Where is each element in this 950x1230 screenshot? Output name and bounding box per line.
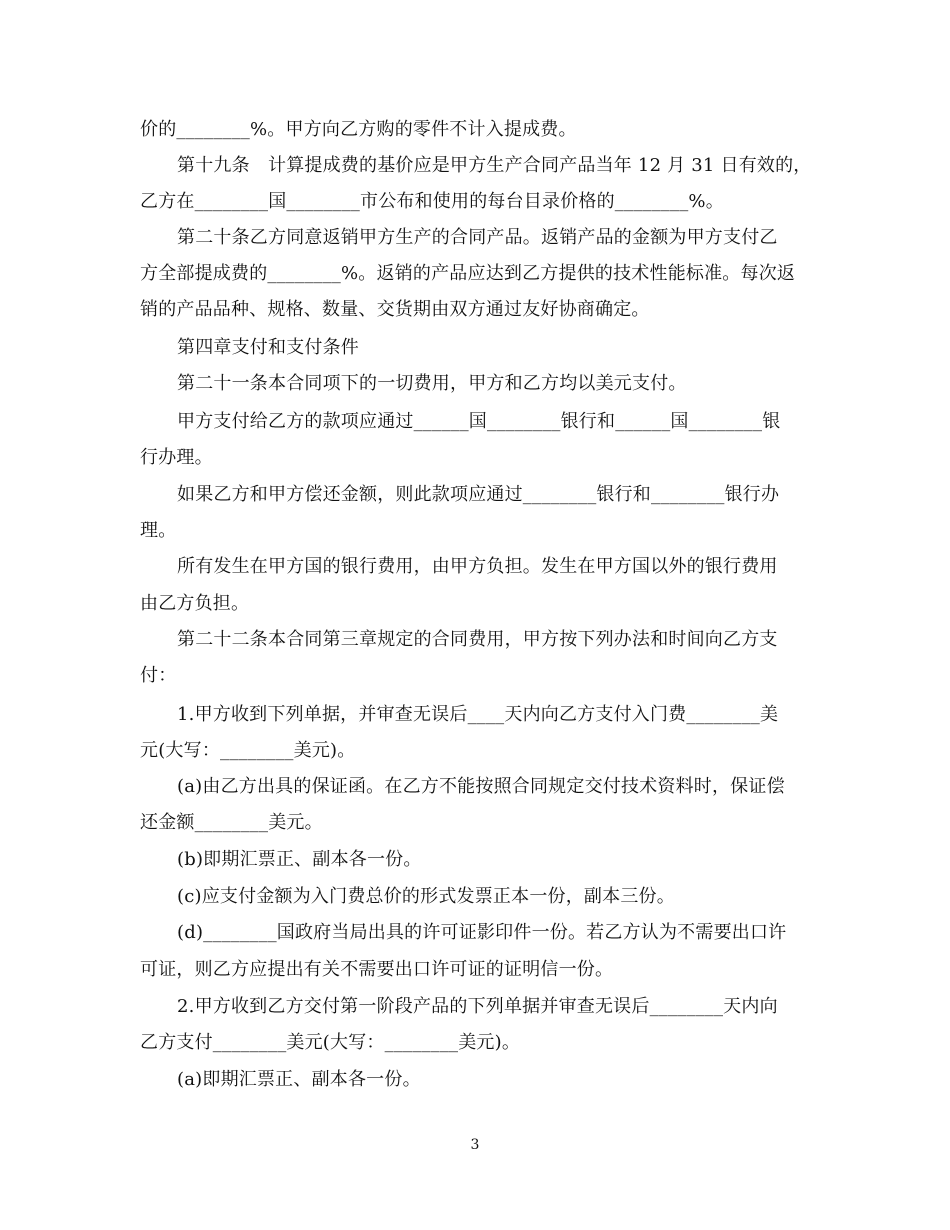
text-line: (a)即期汇票正、副本各一份。	[177, 1069, 421, 1090]
text-line: (c)应支付金额为入门费总价的形式发票正本一份，副本三份。	[177, 886, 675, 907]
text-line: (d)________国政府当局出具的许可证影印件一份。若乙方认为不需要出口许	[177, 922, 787, 943]
text-line: 可证，则乙方应提出有关不需要出口许可证的证明信一份。	[140, 959, 614, 980]
chapter-heading: 第四章支付和支付条件	[177, 337, 359, 358]
text-line: 2.甲方收到乙方交付第一阶段产品的下列单据并审查无误后________天内向	[177, 996, 778, 1017]
text-line: 甲方支付给乙方的款项应通过______国________银行和______国________银	[177, 411, 781, 432]
text-line: 行办理。	[140, 447, 213, 468]
text-line: 第二十二条本合同第三章规定的合同费用，甲方按下列办法和时间向乙方支	[177, 629, 778, 650]
text-line: 由乙方负担。	[140, 593, 250, 614]
text-line: 如果乙方和甲方偿还金额，则此款项应通过________银行和________银行办	[177, 484, 780, 505]
text-line: 1.甲方收到下列单据，并审查无误后____天内向乙方支付入门费________美	[177, 704, 779, 725]
text-line: (b)即期汇票正、副本各一份。	[177, 849, 422, 870]
text-line: 第二十条乙方同意返销甲方生产的合同产品。返销产品的金额为甲方支付乙	[177, 227, 778, 248]
text-line: 所有发生在甲方国的银行费用，由甲方负担。发生在甲方国以外的银行费用	[177, 556, 778, 577]
text-line: 付：	[140, 665, 177, 686]
text-line: 方全部提成费的________%。返销的产品应达到乙方提供的技术性能标准。每次返	[140, 263, 796, 284]
text-line: 第十九条 计算提成费的基价应是甲方生产合同产品当年 12 月 31 日有效的，	[177, 155, 812, 176]
text-line: 元(大写：________美元)。	[140, 740, 356, 761]
text-line: 第二十一条本合同项下的一切费用，甲方和乙方均以美元支付。	[177, 373, 687, 394]
text-line: 销的产品品种、规格、数量、交货期由双方通过友好协商确定。	[140, 299, 650, 320]
page-number: 3	[470, 1137, 480, 1153]
text-line: (a)由乙方出具的保证函。在乙方不能按照合同规定交付技术资料时，保证偿	[177, 776, 785, 797]
text-line: 还金额________美元。	[140, 812, 323, 833]
text-line: 乙方支付________美元(大写：________美元)。	[140, 1032, 521, 1053]
text-line: 价的________%。甲方向乙方购的零件不计入提成费。	[140, 119, 577, 140]
text-line: 理。	[140, 520, 177, 541]
text-line: 乙方在________国________市公布和使用的每台目录价格的________%。	[140, 191, 724, 212]
